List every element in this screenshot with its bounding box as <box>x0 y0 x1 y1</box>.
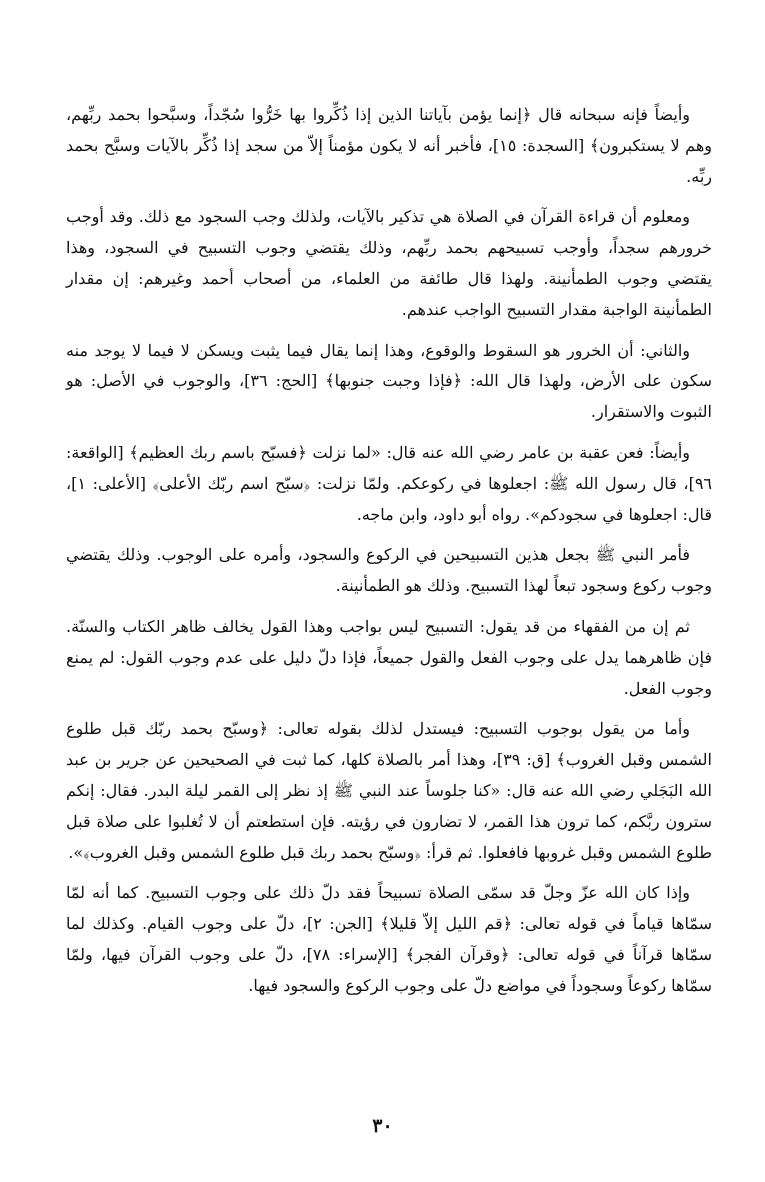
paragraph-4: وأيضاً: فعن عقبة بن عامر رضي الله عنه قال: «لما نزلت ﴿فسبّح باسم ربك العظيم﴾ [الواقعة: ٩٦]، قال رسول الله ﷺ: اجعلوها في ركوعكم. ولمّا نزلت: ﴿سبّح اسم ربّك الأعلى﴾ [الأعلى: ١]، قال: اجعلوها في سجودكم». رواه أبو داود، وابن ماجه. <box>66 442 713 524</box>
page-body <box>66 100 712 1012</box>
paragraph-5: فأمر النبي ﷺ بجعل هذين التسبيحين في الركوع والسجود، وأمره على الوجوب. وذلك يقتضي وجوب ركوع وسجود تبعاً لهذا التسبيح. وذلك هو الطمأنينة. <box>66 545 712 596</box>
paragraph-1: وأيضاً فإنه سبحانه قال ﴿إنما يؤمن بآياتنا الذين إذا ذُكِّروا بها خَرُّوا سُجّداً، وسبَّحوا بحمد ربِّهم، وهم لا يستكبرون﴾ [السجدة: ١٥]، فأخبر أنه لا يكون مؤمناً إلاّ من سجد إذا ذُكِّر بالآيات وسبَّح بحمد ربِّه. <box>66 105 712 186</box>
paragraph-7: وأما من يقول بوجوب التسبيح: فيستدل لذلك بقوله تعالى: ﴿وسبّح بحمد ربّك قبل طلوع الشمس وقبل الغروب﴾ [ق: ٣٩]، وهذا أمر بالصلاة كلها، كما ثبت في الصحيحين عن جرير بن عبد الله البَجَلي رضي الله عنه قال: «كنا جلوساً عند النبي ﷺ إذ نظر إلى القمر ليلة البدر. فقال: إنكم سترون ربَّكم، كما ترون هذا القمر، لا تضارون في رؤيته. فإن استطعتم أن لا تُغلبوا على صلاة قبل طلوع الشمس وقبل غروبها فافعلوا. ثم قرأ: ﴿وسبّح بحمد ربك قبل طلوع الشمس وقبل الغروب﴾». <box>66 719 712 862</box>
paragraph-3: والثاني: أن الخرور هو السقوط والوقوع، وهذا إنما يقال فيما يثبت ويسكن لا فيما لا يوجد منه سكون على الأرض، ولهذا قال الله: ﴿فإذا وجبت جنوبها﴾ [الحج: ٣٦]، والوجوب في الأصل: هو الثبوت والاستقرار. <box>66 340 713 422</box>
paragraph-2: ومعلوم أن قراءة القرآن في الصلاة هي تذكير بالآيات، ولذلك وجب السجود مع ذلك. وقد أوجب خرورهم سجداً، وأوجب تسبيحهم بحمد ربِّهم، وذلك يقتضي وجوب التسبيح في السجود، وهذا يقتضي وجوب الطمأنينة. ولهذا قال طائفة من العلماء، من أصحاب أحمد وغيرهم: إن مقدار الطمأنينة الواجبة مقدار التسبيح الواجب عندهم. <box>66 207 713 319</box>
page-number: ٣٠ <box>372 1115 393 1137</box>
paragraph-8: وإذا كان الله عزّ وجلّ قد سمّى الصلاة تسبيحاً فقد دلّ ذلك على وجوب التسبيح. كما أنه لمّا سمّاها قياماً في قوله تعالى: ﴿قم الليل إلاّ قليلا﴾ [الجن: ٢]، دلّ على وجوب القيام. وكذلك لما سمّاها قرآناً في قوله تعالى: ﴿وقرآن الفجر﴾ [الإسراء: ٧٨]، دلّ على وجوب القرآن فيها، ولمّا سمّاها ركوعاً وسجوداً في مواضع دلّ على وجوب الركوع والسجود فيها. <box>66 883 712 995</box>
paragraph-6: ثم إن من الفقهاء من قد يقول: التسبيح ليس بواجب وهذا القول يخالف ظاهر الكتاب والسنّة. فإن ظاهرهما يدل على وجوب الفعل والقول جميعاً، فإذا دلّ دليل على عدم وجوب القول: لم يمنع وجوب الفعل. <box>66 616 712 698</box>
